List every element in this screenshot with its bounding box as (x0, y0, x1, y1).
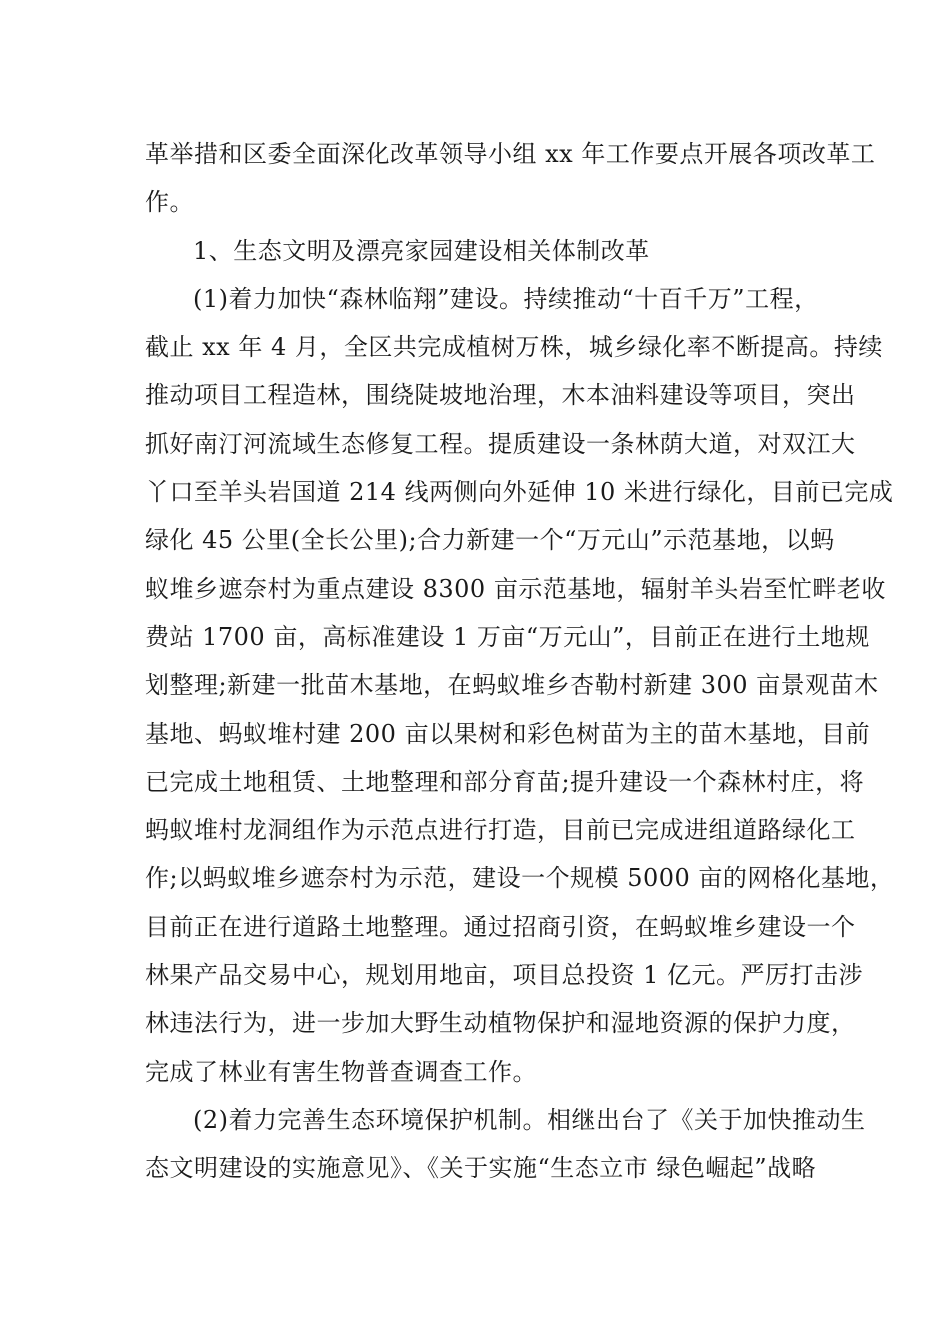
text-line: 丫口至羊头岩国道 214 线两侧向外延伸 10 米进行绿化，目前已完成 (145, 478, 894, 507)
text-line: 目前正在进行道路土地整理。通过招商引资，在蚂蚁堆乡建设一个 (145, 912, 856, 941)
text-line: 林违法行为，进一步加大野生动植物保护和湿地资源的保护力度， (145, 1009, 856, 1038)
document-body (145, 130, 895, 1193)
section-heading: 1、生态文明及漂亮家园建设相关体制改革 (193, 236, 650, 265)
text-line: 蚁堆乡遮奈村为重点建设 8300 亩示范基地，辐射羊头岩至忙畔老收 (145, 574, 886, 603)
text-line: 作。 (145, 188, 194, 217)
text-line: 基地、蚂蚁堆村建 200 亩以果树和彩色树苗为主的苗木基地，目前 (145, 719, 871, 748)
text-line: 完成了林业有害生物普查调查工作。 (145, 1057, 537, 1086)
text-line: 截止 xx 年 4 月，全区共完成植树万株，城乡绿化率不断提高。持续 (145, 333, 883, 362)
text-line: 态文明建设的实施意见》、《关于实施“生态立市 绿色崛起”战略 (145, 1154, 817, 1183)
text-line: 划整理;新建一批苗木基地，在蚂蚁堆乡杏勒村新建 300 亩景观苗木 (145, 671, 879, 700)
text-line: 革举措和区委全面深化改革领导小组 xx 年工作要点开展各项改革工 (145, 140, 876, 168)
text-line: 作;以蚂蚁堆乡遮奈村为示范，建设一个规模 5000 亩的网格化基地， (145, 864, 895, 893)
text-line: 推动项目工程造林，围绕陡坡地治理，木本油料建设等项目，突出 (145, 381, 856, 410)
paragraph-start: (2)着力完善生态环境保护机制。相继出台了《关于加快推动生 (193, 1105, 866, 1134)
text-line: 抓好南汀河流域生态修复工程。提质建设一条林荫大道，对双江大 (145, 429, 856, 458)
text-line: 蚂蚁堆村龙洞组作为示范点进行打造，目前已完成进组道路绿化工 (145, 816, 856, 845)
paragraph-start: (1)着力加快“森林临翔”建设。持续推动“十百千万”工程， (193, 284, 819, 313)
text-line: 林果产品交易中心，规划用地亩，项目总投资 1 亿元。严厉打击涉 (145, 961, 864, 990)
text-line: 绿化 45 公里(全长公里);合力新建一个“万元山”示范基地，以蚂 (145, 526, 835, 555)
text-line: 费站 1700 亩，高标准建设 1 万亩“万元山”，目前正在进行土地规 (145, 622, 870, 651)
text-line: 已完成土地租赁、土地整理和部分育苗;提升建设一个森林村庄，将 (145, 767, 865, 796)
